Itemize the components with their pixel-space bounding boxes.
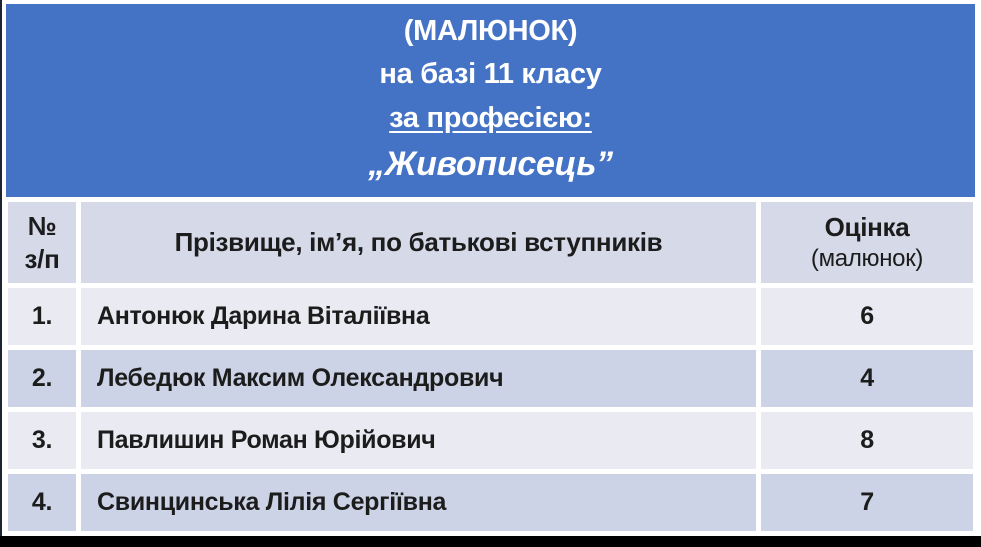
row-applicant-name: Павлишин Роман Юрійович — [81, 412, 756, 469]
column-header-name: Прізвище, ім’я, по батькові вступників — [81, 202, 756, 283]
row-applicant-name: Антонюк Дарина Віталіївна — [81, 288, 756, 345]
row-applicant-name: Лебедюк Максим Олександрович — [81, 350, 756, 407]
row-score: 8 — [761, 412, 973, 469]
row-score: 6 — [761, 288, 973, 345]
row-number: 3. — [8, 412, 76, 469]
column-header-score-line2: (малюнок) — [810, 244, 924, 272]
column-header-score-line1: Оцінка — [824, 212, 910, 243]
column-header-number — [8, 202, 76, 283]
column-header-number-line2: з/п — [24, 243, 60, 274]
column-header-number-line1: № — [27, 211, 57, 241]
row-applicant-name: Свинцинська Лілія Сергіївна — [81, 474, 756, 531]
row-number: 1. — [8, 288, 76, 345]
banner-line-exam-type: (МАЛЮНОК) — [403, 14, 578, 47]
applicants-score-table — [8, 202, 973, 531]
banner-line-profession-label: за професією: — [389, 101, 592, 134]
screen-bottom-bar — [0, 536, 981, 547]
banner-line-profession-name: „Живописець” — [368, 144, 613, 183]
slide-title-banner — [6, 4, 975, 197]
screen-left-edge — [0, 0, 2, 547]
row-score: 7 — [761, 474, 973, 531]
banner-line-grade-base: на базі 11 класу — [379, 58, 602, 91]
column-header-score — [761, 202, 973, 283]
row-number: 4. — [8, 474, 76, 531]
row-score: 4 — [761, 350, 973, 407]
row-number: 2. — [8, 350, 76, 407]
